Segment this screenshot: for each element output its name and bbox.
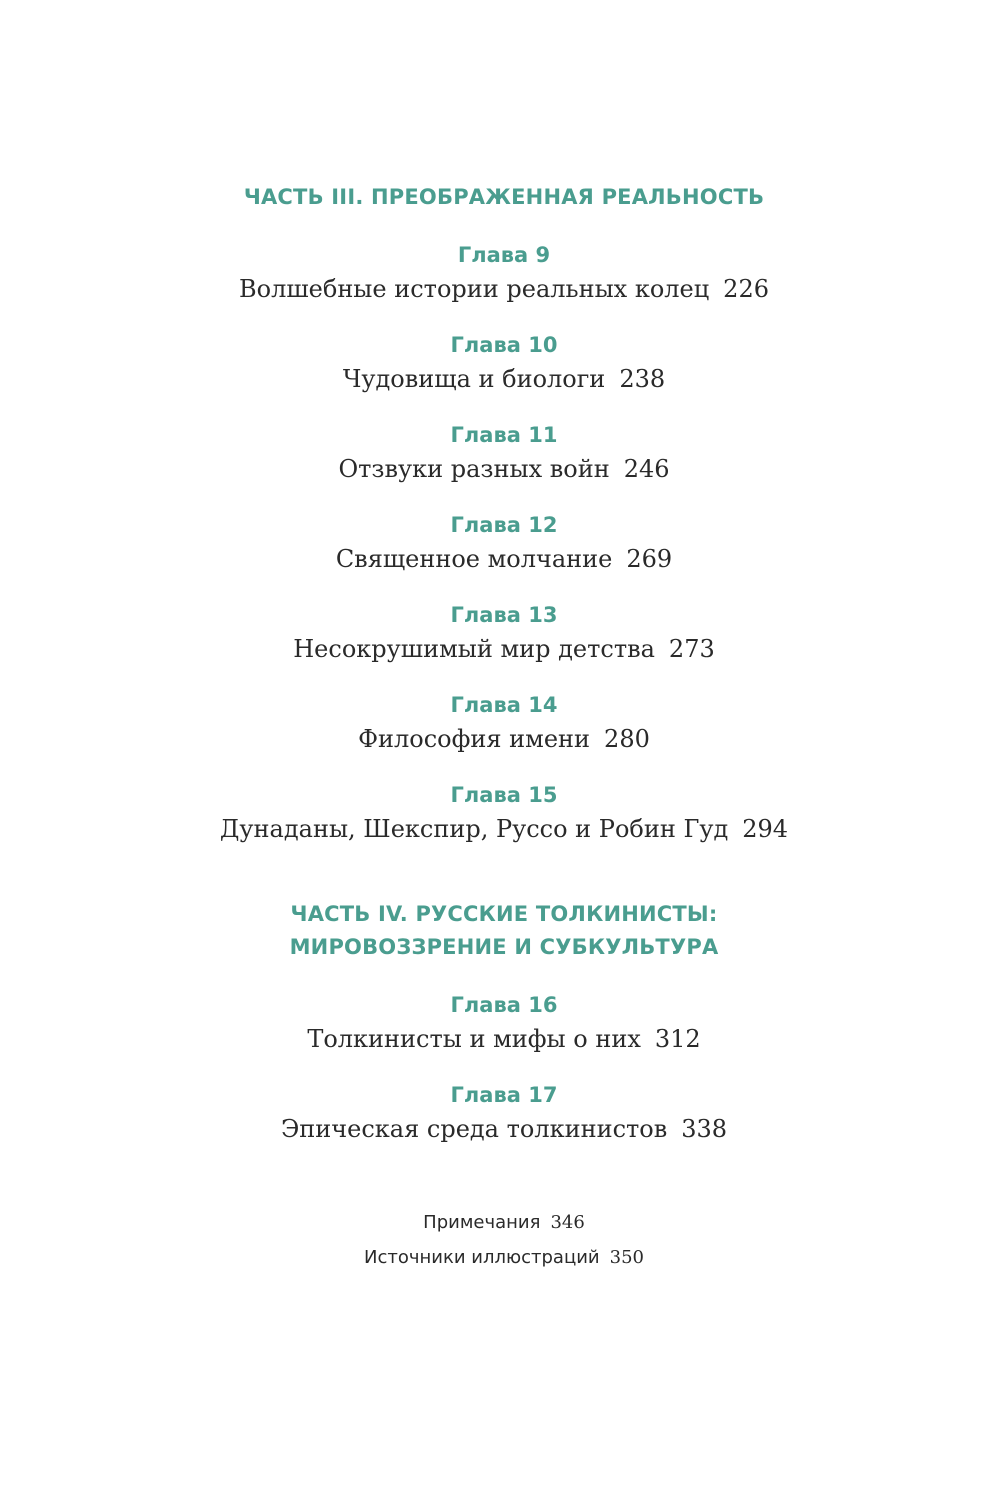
chapter-9-label: Глава 9 — [457, 243, 551, 267]
chapter-15-title: Дунаданы, Шекспир, Руссо и Робин Гуд — [219, 815, 729, 843]
chapter-11-label: Глава 11 — [450, 423, 558, 447]
chapter-14-page-number: 280 — [604, 725, 650, 753]
chapter-11-page-number: 246 — [623, 455, 670, 483]
notes-page-number: 346 — [550, 1212, 585, 1233]
chapter-16-page-number: 312 — [654, 1025, 701, 1053]
chapter-16-label: Глава 16 — [450, 993, 558, 1017]
chapter-16-entry[interactable] — [0, 1027, 1000, 1051]
chapter-17-page-number: 338 — [681, 1115, 728, 1143]
chapter-16-title: Толкинисты и мифы о них — [307, 1025, 641, 1053]
chapter-9-page-number: 226 — [723, 275, 769, 303]
chapter-17-label: Глава 17 — [450, 1083, 558, 1107]
chapter-12-entry[interactable] — [0, 547, 1000, 571]
chapter-12-page-number: 269 — [626, 545, 673, 573]
chapter-11-entry[interactable] — [0, 457, 1000, 481]
notes-entry[interactable] — [0, 1214, 1000, 1232]
chapter-13-label: Глава 13 — [450, 603, 558, 627]
illustration-sources-title: Источники иллюстраций — [364, 1247, 600, 1268]
chapter-15-page-number: 294 — [742, 815, 789, 843]
chapter-12-label: Глава 12 — [450, 513, 558, 537]
chapter-15-entry[interactable] — [0, 817, 1000, 841]
chapter-14-entry[interactable] — [0, 727, 1000, 751]
chapter-10-title: Чудовища и биологи — [342, 365, 606, 393]
notes-title: Примечания — [423, 1212, 541, 1233]
chapter-13-title: Несокрушимый мир детства — [293, 635, 655, 663]
chapter-15-label: Глава 15 — [450, 783, 558, 807]
chapter-9-entry[interactable] — [0, 277, 1000, 301]
chapter-9-title: Волшебные истории реальных колец — [239, 275, 710, 303]
part-4-title-line-1: ЧАСТЬ IV. РУССКИЕ ТОЛКИНИСТЫ: — [290, 902, 718, 926]
chapter-17-entry[interactable] — [0, 1117, 1000, 1141]
chapter-10-label: Глава 10 — [450, 333, 558, 357]
chapter-10-entry[interactable] — [0, 367, 1000, 391]
chapter-12-title: Священное молчание — [335, 545, 613, 573]
chapter-13-page-number: 273 — [668, 635, 715, 663]
chapter-10-page-number: 238 — [619, 365, 666, 393]
part-4-title-line-2: МИРОВОЗЗРЕНИЕ И СУБКУЛЬТУРА — [289, 935, 719, 959]
illustration-sources-page-number: 350 — [609, 1247, 644, 1268]
chapter-14-label: Глава 14 — [450, 693, 558, 717]
chapter-11-title: Отзвуки разных войн — [338, 455, 610, 483]
chapter-13-entry[interactable] — [0, 637, 1000, 661]
chapter-17-title: Эпическая среда толкинистов — [280, 1115, 668, 1143]
chapter-14-title: Философия имени — [358, 725, 591, 753]
part-3-title: ЧАСТЬ III. ПРЕОБРАЖЕННАЯ РЕАЛЬНОСТЬ — [243, 185, 765, 209]
illustration-sources-entry[interactable] — [0, 1249, 1000, 1267]
